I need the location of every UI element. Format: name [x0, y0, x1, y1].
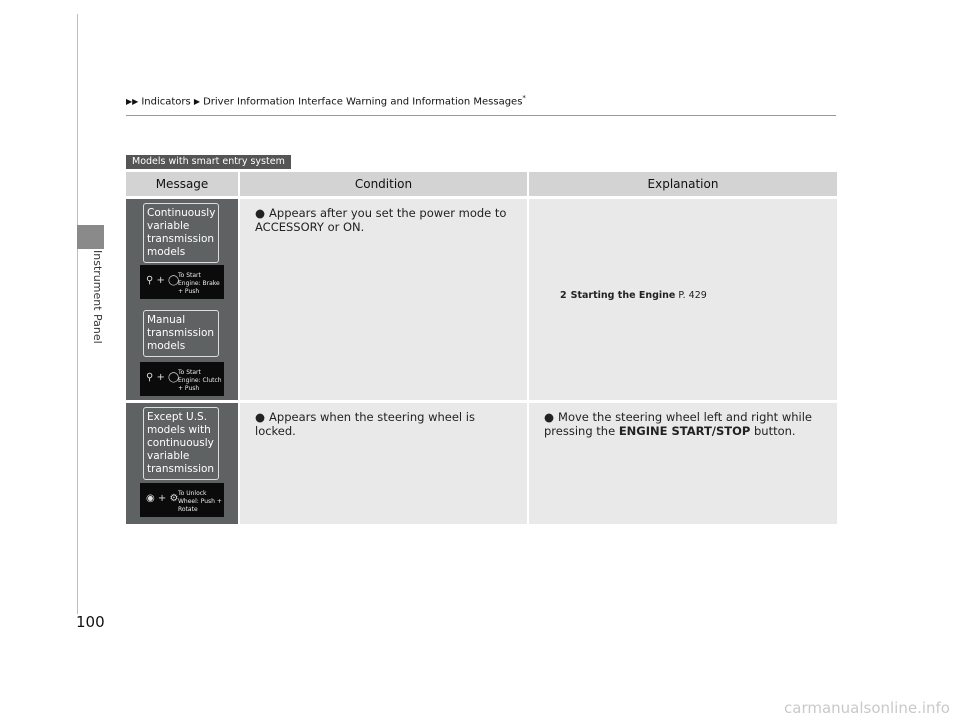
display-text: To Start Engine: Clutch + Push	[178, 369, 222, 392]
models-tag: Models with smart entry system	[126, 155, 291, 169]
reference-title[interactable]: Starting the Engine	[570, 290, 676, 301]
model-label: Except U.S. models with continuously variable transmission	[143, 407, 219, 480]
breadcrumb	[126, 94, 526, 107]
reference-page[interactable]: P. 429	[678, 290, 707, 301]
breadcrumb-level1[interactable]: Indicators	[141, 96, 191, 108]
bullet-icon: ●	[255, 206, 266, 220]
display-message	[140, 483, 224, 517]
button-name: ENGINE START/STOP	[618, 424, 751, 438]
section-label: Instrument Panel	[91, 250, 104, 344]
model-label: Continuously variable transmission models	[143, 203, 219, 263]
cross-reference[interactable]	[560, 290, 836, 301]
steering-lock-icon: ◉ + ⚙	[146, 493, 179, 504]
message-cell	[126, 196, 240, 400]
reference-arrow-icon: 2	[560, 290, 567, 301]
message-cell	[126, 400, 240, 524]
display-message	[140, 265, 224, 299]
explanation-cell	[529, 196, 837, 400]
display-text: To Unlock Wheel: Push + Rotate	[178, 490, 222, 513]
side-rule	[77, 14, 78, 614]
display-message	[140, 362, 224, 396]
page-number: 100	[76, 613, 105, 631]
breadcrumb-level2[interactable]: Driver Information Interface Warning and Information Messages	[203, 96, 523, 108]
condition-text: Appears after you set the power mode to ACCESSORY or ON.	[255, 206, 507, 234]
header-explanation: Explanation	[529, 172, 837, 196]
clutch-push-icon: ⚲ + ◯	[146, 372, 180, 383]
condition-cell	[240, 196, 529, 400]
table-row	[126, 196, 837, 400]
bullet-icon: ●	[544, 410, 555, 424]
explanation-text: Move the steering wheel left and right while pressing the	[544, 410, 812, 438]
display-text: To Start Engine: Brake + Push	[178, 272, 220, 295]
footnote-marker: *	[522, 94, 526, 102]
breadcrumb-arrow-icon: ▶	[193, 97, 201, 107]
header-rule	[126, 115, 836, 116]
condition-cell	[240, 400, 529, 524]
header-condition: Condition	[240, 172, 529, 196]
section-tab	[77, 225, 104, 249]
brake-push-icon: ⚲ + ◯	[146, 275, 180, 286]
bullet-icon: ●	[255, 410, 266, 424]
explanation-cell	[529, 400, 837, 524]
explanation-tail: button.	[754, 424, 796, 438]
message-table	[126, 172, 837, 524]
condition-text: Appears when the steering wheel is locked.	[255, 410, 475, 438]
model-label: Manual transmission models	[143, 310, 219, 357]
header-message: Message	[126, 172, 240, 196]
table-row	[126, 400, 837, 524]
breadcrumb-arrow-icon: ▶▶	[126, 97, 139, 107]
watermark: carmanualsonline.info	[784, 699, 950, 717]
